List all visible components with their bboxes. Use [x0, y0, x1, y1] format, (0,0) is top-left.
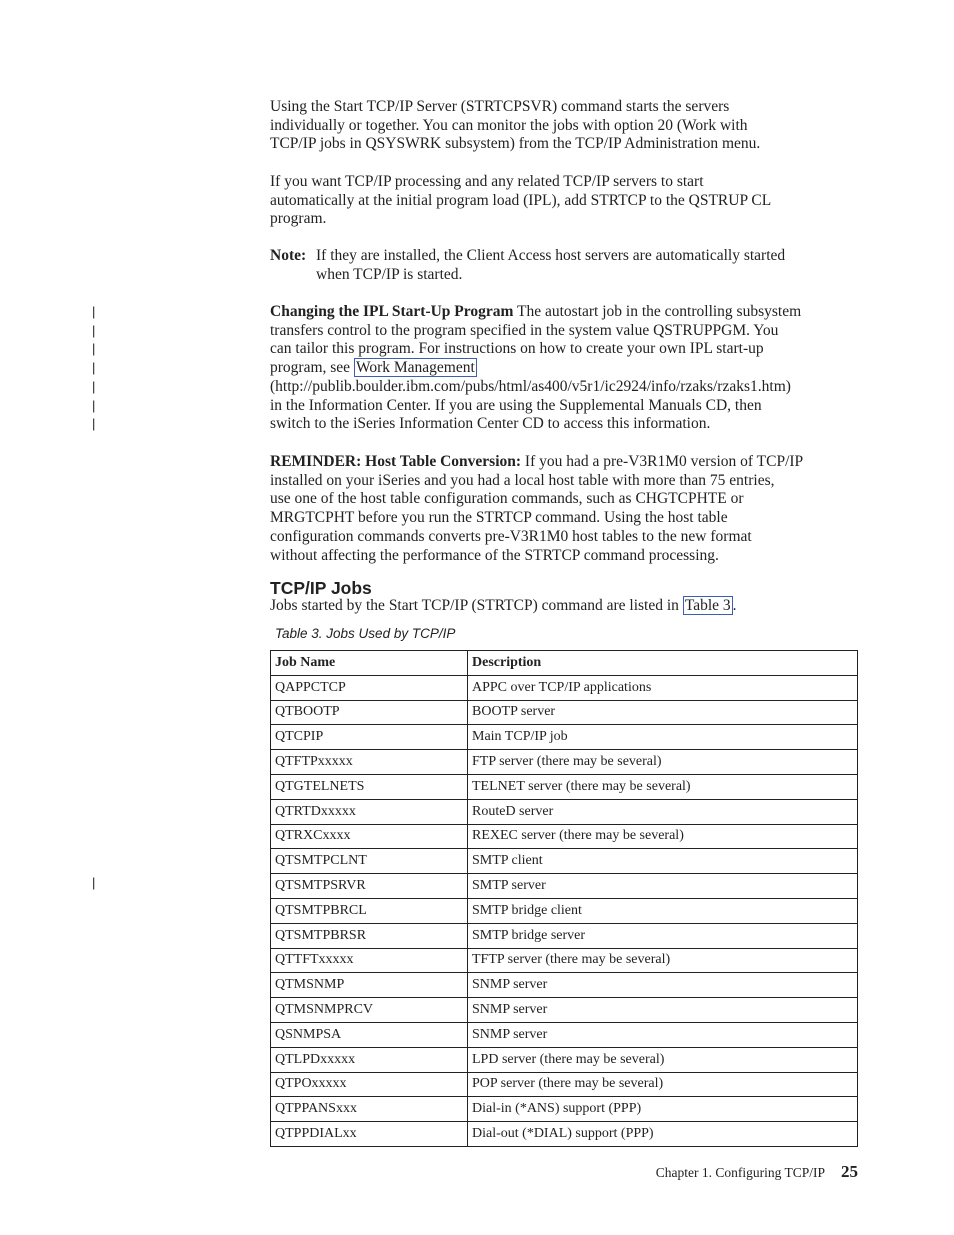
job-name-cell: QTMSNMPRCV — [271, 998, 468, 1023]
text-line: switch to the iSeries Information Center CD to access this information. — [270, 415, 711, 433]
revision-bar: | — [92, 322, 96, 338]
revision-bar: | — [92, 378, 96, 394]
table-row — [271, 675, 858, 700]
jobs-table — [270, 650, 858, 1147]
table-row — [271, 750, 858, 775]
job-name-cell: QTSMTPBRSR — [271, 923, 468, 948]
text-line: without affecting the performance of the STRTCP command processing. — [270, 546, 719, 564]
text-line: in the Information Center. If you are using the Supplemental Manuals CD, then — [270, 396, 762, 414]
text-span: program, see — [270, 359, 354, 377]
table-row — [271, 1022, 858, 1047]
job-name-cell: QTSMTPSRVR — [271, 874, 468, 899]
note-body — [316, 247, 876, 284]
description-cell: Dial-out (*DIAL) support (PPP) — [468, 1122, 858, 1147]
table-row — [271, 998, 858, 1023]
table-header-row — [271, 651, 858, 676]
job-name-cell: QTPPANSxxx — [271, 1097, 468, 1122]
description-cell: SMTP bridge client — [468, 898, 858, 923]
text-line: MRGTCPHT before you run the STRTCP command. Using the host table — [270, 509, 728, 527]
description-cell: SNMP server — [468, 1022, 858, 1047]
job-name-cell: QTSMTPCLNT — [271, 849, 468, 874]
revision-bar: | — [92, 360, 96, 376]
job-name-cell: QTCPIP — [271, 725, 468, 750]
table-row — [271, 725, 858, 750]
text-line: If you want TCP/IP processing and any related TCP/IP servers to start — [270, 173, 704, 190]
description-cell: BOOTP server — [468, 700, 858, 725]
revision-bar: | — [92, 341, 96, 357]
description-cell: Main TCP/IP job — [468, 725, 858, 750]
table-row — [271, 1122, 858, 1147]
text-line: when TCP/IP is started. — [316, 265, 463, 283]
table-row — [271, 874, 858, 899]
table-row — [271, 973, 858, 998]
description-cell: SMTP bridge server — [468, 923, 858, 948]
description-cell: POP server (there may be several) — [468, 1072, 858, 1097]
job-name-cell: QTTFTxxxxx — [271, 948, 468, 973]
revision-bar: | — [92, 304, 96, 319]
note-block — [270, 247, 870, 287]
job-name-cell: QTPOxxxxx — [271, 1072, 468, 1097]
column-header-description: Description — [468, 651, 858, 676]
description-cell: FTP server (there may be several) — [468, 750, 858, 775]
revision-bars — [92, 303, 95, 434]
text-line: TCP/IP jobs in QSYSWRK subsystem) from the TCP/IP Administration menu. — [270, 135, 761, 153]
text-line: If they are installed, the Client Access host servers are automatically started — [316, 247, 786, 264]
table-row — [271, 824, 858, 849]
description-cell: LPD server (there may be several) — [468, 1047, 858, 1072]
page-footer — [656, 1162, 858, 1182]
ipl-heading: Changing the IPL Start-Up Program — [270, 303, 514, 320]
intro-paragraph-1 — [270, 98, 870, 154]
column-header-job-name: Job Name — [271, 651, 468, 676]
job-name-cell: QTMSNMP — [271, 973, 468, 998]
text-line — [270, 303, 900, 322]
text-line: automatically at the initial program load (IPL), add STRTCP to the QSTRUP CL — [270, 191, 772, 209]
description-cell: REXEC server (there may be several) — [468, 824, 858, 849]
job-name-cell: QTSMTPBRCL — [271, 898, 468, 923]
job-name-cell: QTBOOTP — [271, 700, 468, 725]
revision-bar: | — [92, 875, 96, 890]
description-cell: SMTP server — [468, 874, 858, 899]
url-line: (http://publib.boulder.ibm.com/pubs/html/as400/v5r1/ic2924/info/rzaks/rzaks1.htm) — [270, 377, 791, 395]
text-span: . — [732, 597, 737, 614]
ipl-paragraph — [270, 303, 900, 434]
text-line — [270, 453, 870, 472]
job-name-cell: QTLPDxxxxx — [271, 1047, 468, 1072]
text-line: installed on your iSeries and you had a local host table with more than 75 entries, — [270, 471, 775, 489]
text-span: Jobs started by the Start TCP/IP (STRTCP) command are listed in — [270, 597, 683, 614]
table-row — [271, 1072, 858, 1097]
table-row — [271, 849, 858, 874]
table-caption: Table 3. Jobs Used by TCP/IP — [275, 626, 456, 641]
text-line: configuration commands converts pre-V3R1M0 host tables to the new format — [270, 527, 752, 545]
table-row — [271, 1047, 858, 1072]
description-cell: SMTP client — [468, 849, 858, 874]
description-cell: TELNET server (there may be several) — [468, 774, 858, 799]
text-line: use one of the host table configuration commands, such as CHGTCPHTE or — [270, 490, 744, 508]
description-cell: APPC over TCP/IP applications — [468, 675, 858, 700]
revision-bar: | — [92, 397, 96, 413]
table-row — [271, 898, 858, 923]
text-span: If you had a pre-V3R1M0 version of TCP/IP — [521, 453, 804, 470]
description-cell: SNMP server — [468, 973, 858, 998]
description-cell: Dial-in (*ANS) support (PPP) — [468, 1097, 858, 1122]
section-title: TCP/IP Jobs — [270, 578, 372, 598]
job-name-cell: QTRTDxxxxx — [271, 799, 468, 824]
note-label: Note: — [270, 247, 307, 264]
text-span: The autostart job in the controlling subsystem — [513, 303, 802, 320]
work-management-link[interactable]: Work Management — [355, 359, 475, 377]
table-3-link[interactable]: Table 3 — [684, 597, 731, 614]
table-row — [271, 774, 858, 799]
table-row — [271, 1097, 858, 1122]
jobs-intro — [270, 597, 870, 616]
job-name-cell: QTRXCxxxx — [271, 824, 468, 849]
text-line: transfers control to the program specified in the system value QSTRUPPGM. You — [270, 321, 779, 339]
description-cell: SNMP server — [468, 998, 858, 1023]
description-cell: TFTP server (there may be several) — [468, 948, 858, 973]
chapter-title: Chapter 1. Configuring TCP/IP — [655, 1165, 825, 1180]
description-cell: RouteD server — [468, 799, 858, 824]
reminder-paragraph — [270, 453, 870, 565]
text-line: individually or together. You can monitor the jobs with option 20 (Work with — [270, 116, 748, 134]
reminder-heading: REMINDER: Host Table Conversion: — [270, 453, 522, 470]
text-line: Using the Start TCP/IP Server (STRTCPSVR) command starts the servers — [270, 98, 730, 115]
table-row — [271, 700, 858, 725]
job-name-cell: QTPPDIALxx — [271, 1122, 468, 1147]
text-line: program. — [270, 210, 327, 228]
table-row — [271, 923, 858, 948]
text-line: can tailor this program. For instructions on how to create your own IPL start-up — [270, 340, 764, 358]
job-name-cell: QAPPCTCP — [271, 675, 468, 700]
page-number: 25 — [841, 1162, 858, 1181]
job-name-cell: QTFTPxxxxx — [271, 750, 468, 775]
intro-paragraph-2 — [270, 173, 870, 229]
job-name-cell: QTGTELNETS — [271, 774, 468, 799]
table-row — [271, 799, 858, 824]
revision-bar: | — [92, 416, 96, 432]
table-row — [271, 948, 858, 973]
job-name-cell: QSNMPSA — [271, 1022, 468, 1047]
text-line — [270, 359, 900, 378]
